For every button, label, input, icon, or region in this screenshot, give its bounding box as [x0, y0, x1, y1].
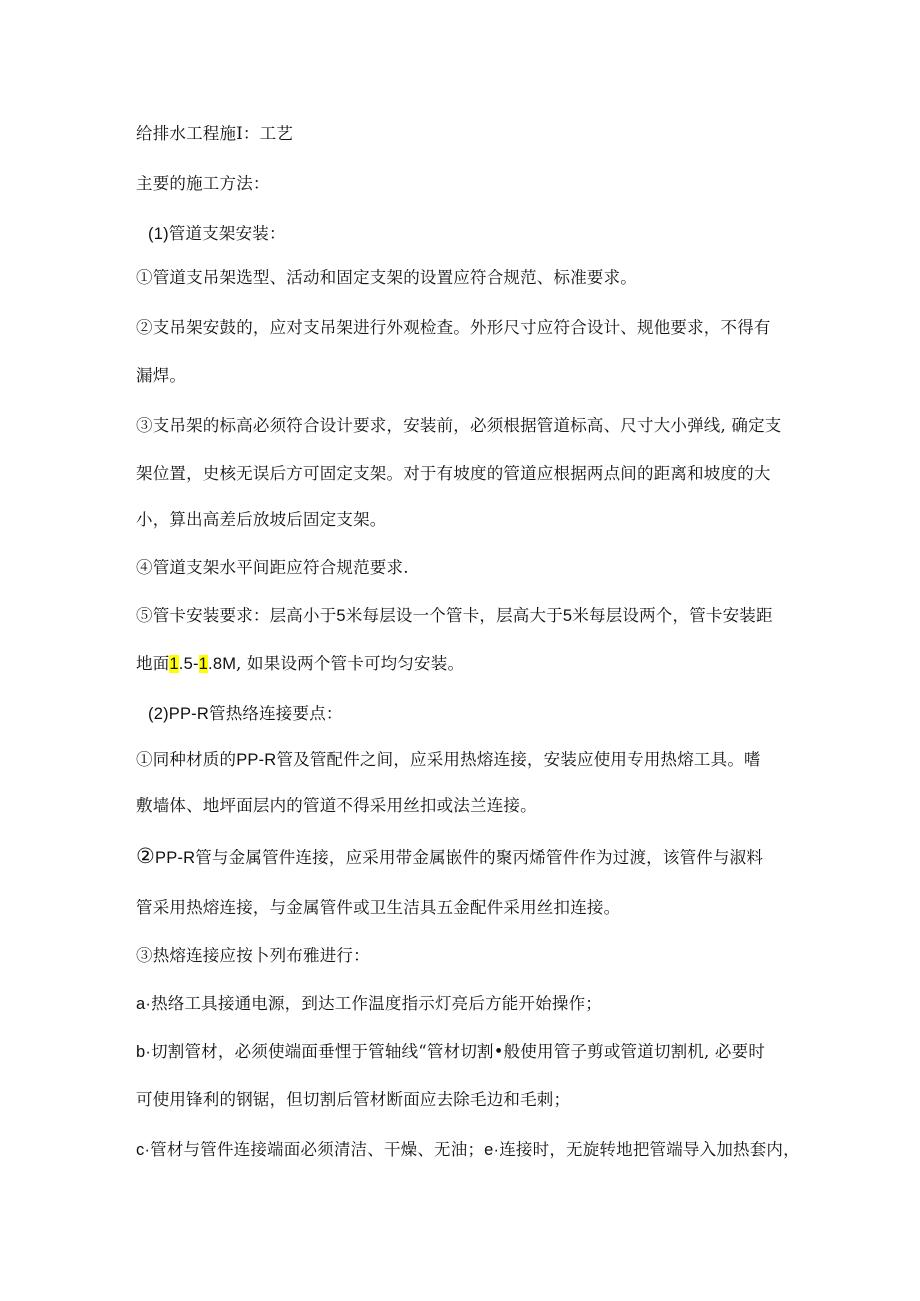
- sec1-item-2-line-2: 漏焊。: [136, 366, 187, 385]
- section-1-heading: (1)管道支架安装：: [148, 224, 286, 243]
- sec2-item-2-line-1: ②PP-R管与金属管件连接，应采用带金属嵌件的聚丙烯管件作为过渡，该管件与淑料: [136, 844, 764, 868]
- highlight-mark: 1: [169, 655, 179, 673]
- sec2-step-c-e: c·管材与管件连接端面必须清洁、干燥、无油；e·连接时，无旋转地把管端导入加热套内，: [136, 1140, 800, 1159]
- sec2-item-1-line-2: 敷墙体、地坪面层内的管道不得采用丝扣或法兰连接。: [136, 796, 537, 815]
- sec2-step-b-line-2: 可使用锋利的钢锯，但切割后管材断面应去除毛边和毛刺；: [136, 1090, 571, 1109]
- sec2-step-a: a·热络工具接通电源，到达工作温度指示灯亮后方能开始操作；: [136, 994, 602, 1013]
- section-2-heading: (2)PP-R管热络连接要点：: [148, 704, 343, 723]
- sec1-item-3-line-2: 架位置，史核无误后方可固定支架。对于有坡度的管道应根据两点间的距离和坡度的大: [136, 464, 771, 483]
- sec2-step-b-line-1: b·切割管材，必须使端面垂悝于管轴线“管材切割•般使用管子剪或管道切割机, 必要时: [136, 1042, 766, 1061]
- sec2-item-3: ③热熔连接应按卜列布雅进行：: [136, 946, 370, 965]
- sec1-item-3-line-1: ③支吊架的标高必须符合设计要求，安装前，必须根据管道标高、尺寸大小弹线, 确定支: [136, 416, 782, 435]
- sec1-item-1: ①管道支吊架选型、活动和固定支架的设置应符合规范、标准要求。: [136, 268, 637, 287]
- document-title: 给排水工程施I：工艺: [136, 124, 294, 143]
- sec1-item-2-line-1: ②支吊架安鼓的，应对支吊架进行外观检查。外形尺寸应符合设计、规他要求，不得有: [136, 318, 771, 337]
- section-intro: 主要的施工方法：: [136, 174, 270, 193]
- sec1-item-5-line-2: 地面1.5-1.8M, 如果设两个管卡可均匀安装。: [136, 654, 465, 673]
- sec1-item-3-line-3: 小，算出高差后放坡后固定支架。: [136, 510, 387, 529]
- sec1-item-4: ④管道支架水平间距应符合规范要求.: [136, 558, 409, 577]
- sec2-item-1-line-1: ①同种材质的PP-R管及管配件之间，应采用热熔连接，安装应使用专用热熔工具。嗜: [136, 750, 761, 769]
- sec2-item-2-line-2: 管采用热熔连接，与金属管件或卫生洁具五金配件采用丝扣连接。: [136, 898, 621, 917]
- highlight-mark: 1: [198, 655, 209, 673]
- sec1-item-5-line-1: ⑤管卡安装要求：层高小于5米每层设一个管卡，层高大于5米每层设两个，管卡安装距: [136, 606, 773, 625]
